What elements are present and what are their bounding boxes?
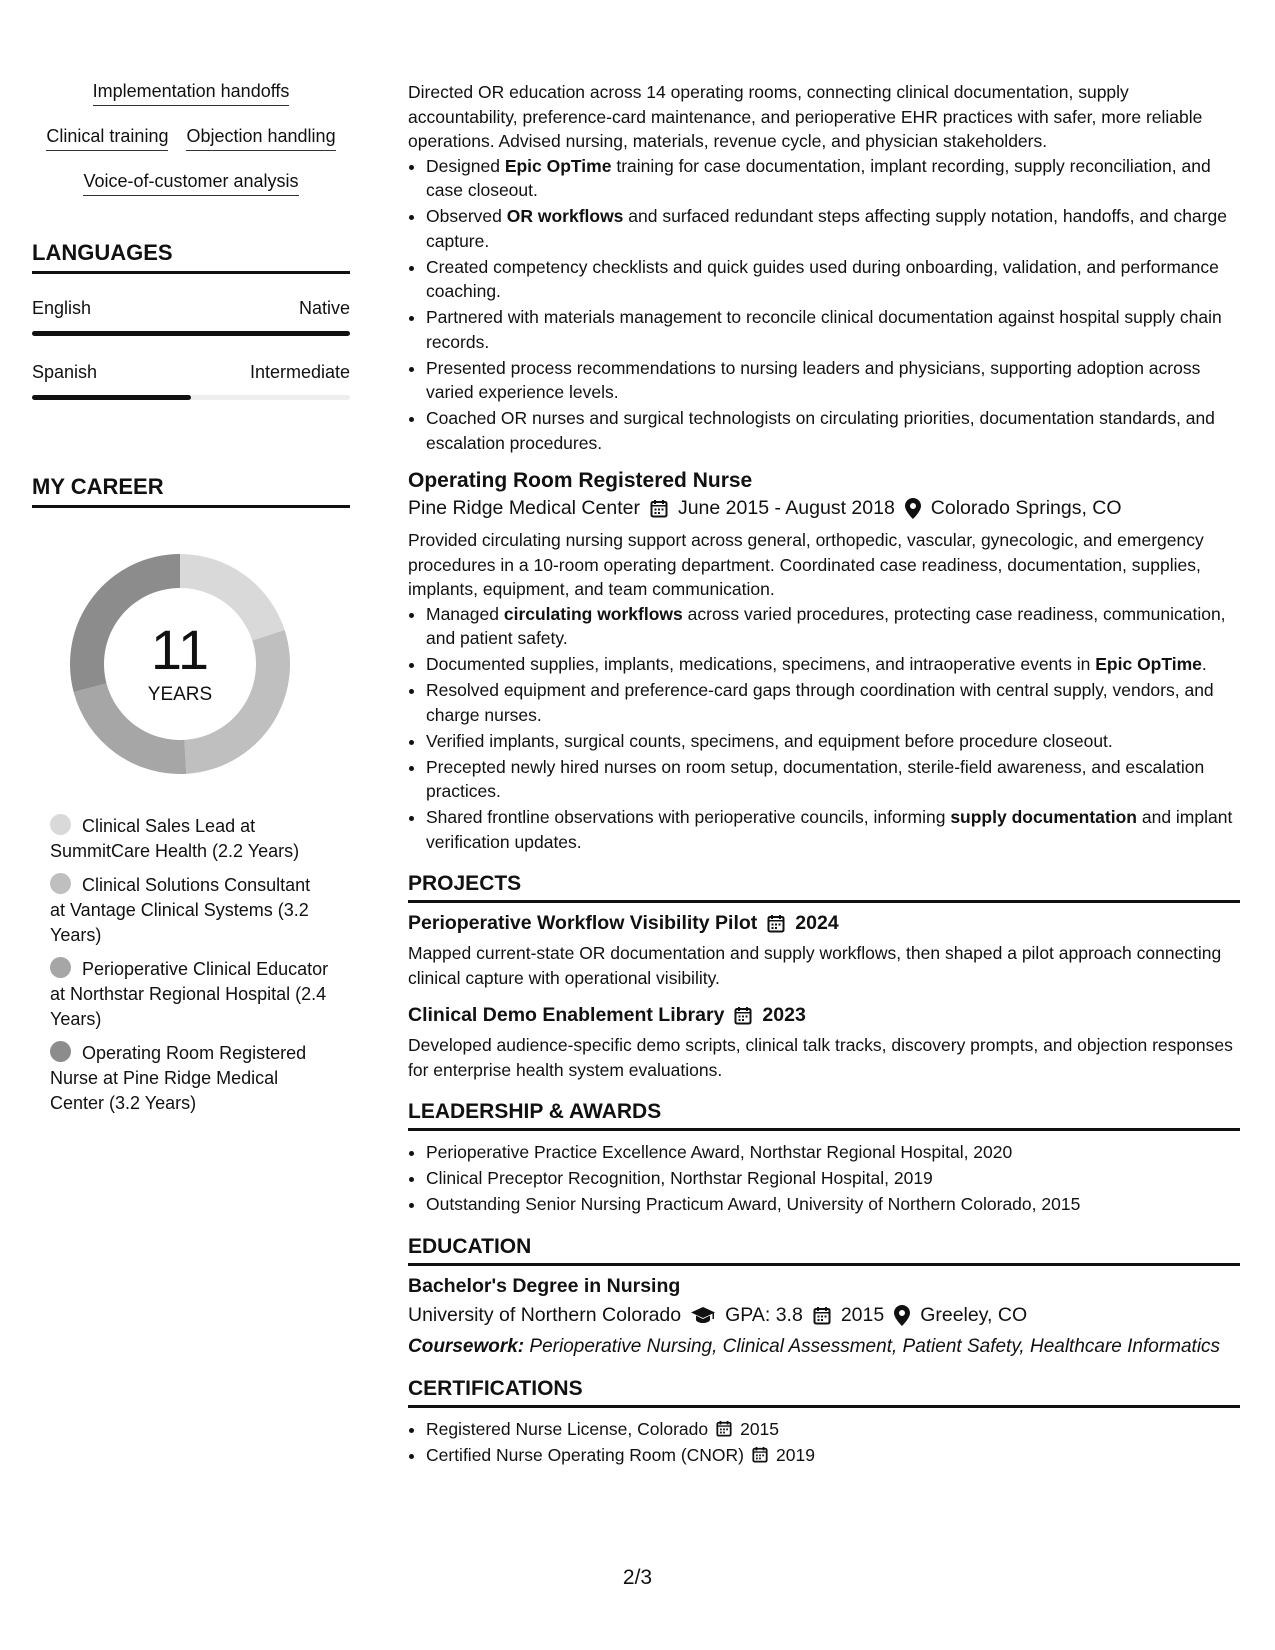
- bullet-text: Coached OR nurses and surgical technologists on circulating priorities, documentation standards, and escalation procedures.: [426, 408, 1215, 453]
- gpa: GPA: 3.8: [725, 1303, 803, 1326]
- bullet-bold: circulating workflows: [503, 603, 683, 624]
- job-title: Operating Room Registered Nurse: [408, 469, 753, 492]
- bullet-text: across varied procedures, protecting case readiness, communication, and patient safety.: [426, 603, 1226, 648]
- calendar-icon: [650, 499, 668, 518]
- graduation-year: 2015: [840, 1303, 885, 1326]
- page-number: 2/3: [622, 1566, 653, 1589]
- legend-dot: [50, 1041, 71, 1062]
- job-bullet: [426, 406, 1240, 455]
- job-bullet: [426, 729, 1240, 754]
- certifications-list: [408, 1417, 1240, 1468]
- calendar-icon: [716, 1420, 732, 1437]
- legend-dot: [50, 957, 71, 978]
- bullet-text: Partnered with materials management to reconcile clinical documentation against hospital supply chain records.: [426, 307, 1222, 352]
- coursework-label: Coursework:: [408, 1335, 525, 1357]
- job-bullet: [426, 255, 1240, 304]
- project-item: [408, 912, 1240, 990]
- project-description: Mapped current-state OR documentation and supply workflows, then shaped a pilot approach connecting clinical capture with operational visibility.: [408, 943, 1222, 988]
- project-year: 2023: [762, 1004, 806, 1026]
- language-level: Intermediate: [249, 362, 350, 382]
- job-bullets: [408, 602, 1240, 855]
- calendar-icon: [767, 914, 785, 933]
- certification-item: [426, 1417, 1240, 1442]
- job-summary: Provided circulating nursing support across general, orthopedic, vascular, gynecologic, and emergency procedures in a 10-room operating department. Coordinated case readiness, documentation, supplies, implants, equipment, and team communication.: [408, 530, 1204, 599]
- bullet-text: and implant verification updates.: [426, 807, 1233, 852]
- language-level: Native: [298, 298, 350, 318]
- job-location: Colorado Springs, CO: [930, 497, 1122, 519]
- graduation-cap-icon: [691, 1306, 715, 1324]
- job-bullet: [426, 602, 1240, 651]
- skill-tag: Objection handling: [186, 125, 335, 151]
- bullet-text: Documented supplies, implants, medications, specimens, and intraoperative events in: [426, 654, 1096, 674]
- project-description: Developed audience-specific demo scripts, clinical talk tracks, discovery prompts, and objection responses for enterprise health system evaluations.: [408, 1035, 1233, 1080]
- main-content: [408, 80, 1240, 1469]
- legend-item: [50, 814, 330, 864]
- award-item: • Perioperative Practice Excellence Award, Northstar Regional Hospital, 2020: [426, 1140, 1240, 1165]
- bullet-text: .: [1201, 654, 1207, 674]
- legend-item: [50, 873, 330, 948]
- award-item: • Clinical Preceptor Recognition, Northstar Regional Hospital, 2019: [426, 1166, 1240, 1191]
- bullet-text: Observed: [426, 206, 507, 226]
- legend-label: Clinical Sales Lead at SummitCare Health (2.2 Years): [50, 816, 300, 861]
- awards-heading: LEADERSHIP & AWARDS: [408, 1100, 1240, 1131]
- career-total-years: 11: [150, 618, 210, 681]
- legend-label: Operating Room Registered Nurse at Pine Ridge Medical Center (3.2 Years): [50, 1043, 307, 1113]
- skill-tag: Clinical training: [46, 125, 168, 151]
- career-heading: MY CAREER: [32, 474, 350, 508]
- coursework-list: Perioperative Nursing, Clinical Assessment, Patient Safety, Healthcare Informatics: [529, 1335, 1221, 1357]
- award-item: • Outstanding Senior Nursing Practicum Award, University of Northern Colorado, 2015: [426, 1192, 1240, 1217]
- job-bullet: [426, 356, 1240, 405]
- language-item: [32, 362, 350, 400]
- location-pin-icon: [894, 1305, 910, 1326]
- projects-heading: PROJECTS: [408, 872, 1240, 903]
- career-section: [32, 474, 350, 1116]
- job-bullet: [426, 305, 1240, 354]
- skill-tag: Voice-of-customer analysis: [83, 170, 298, 196]
- job-dates: June 2015 - August 2018: [677, 497, 895, 519]
- school-location: Greeley, CO: [920, 1303, 1028, 1326]
- career-legend: [50, 814, 330, 1116]
- bullet-text: Designed: [426, 155, 505, 176]
- school-name: University of Northern Colorado: [408, 1303, 682, 1326]
- bullet-bold: supply documentation: [950, 807, 1137, 827]
- language-name: Spanish: [32, 362, 98, 382]
- sidebar: [32, 80, 350, 1125]
- certification-name: • Certified Nurse Operating Room (CNOR): [426, 1444, 745, 1465]
- certification-year: 2015: [740, 1418, 780, 1439]
- legend-label: Clinical Solutions Consultant at Vantage Clinical Systems (3.2 Years): [50, 875, 311, 945]
- bullet-text: Verified implants, surgical counts, specimens, and equipment before procedure closeout.: [426, 730, 1113, 751]
- job-bullets: [408, 154, 1240, 456]
- legend-dot: [50, 873, 71, 894]
- job-bullet: [426, 678, 1240, 727]
- project-year: 2024: [795, 912, 839, 934]
- bullet-text: Resolved equipment and preference-card gaps through coordination with central supply, vendors, and charge nurses.: [426, 680, 1214, 725]
- company-name: Pine Ridge Medical Center: [408, 497, 640, 519]
- language-level-fill: [32, 331, 350, 336]
- job-summary: Directed OR education across 14 operating rooms, connecting clinical documentation, supply accountability, preference-card maintenance, and perioperative EHR practices with safer, more reliable operations. Advised nursing, materials, revenue cycle, and physician stakeholders.: [408, 82, 1203, 151]
- job-bullet: [426, 154, 1240, 203]
- project-name: Perioperative Workflow Visibility Pilot: [408, 912, 758, 934]
- bullet-bold: OR workflows: [506, 206, 624, 226]
- language-level-fill: [32, 395, 191, 400]
- job-bullet: [426, 652, 1240, 677]
- languages-heading: LANGUAGES: [32, 240, 350, 274]
- career-donut-chart: [66, 550, 294, 778]
- skill-tag: Implementation handoffs: [93, 80, 290, 106]
- education-heading: EDUCATION: [408, 1235, 1240, 1266]
- languages-section: [32, 240, 350, 400]
- certification-item: [426, 1443, 1240, 1468]
- project-name: Clinical Demo Enablement Library: [408, 1004, 725, 1026]
- certifications-heading: CERTIFICATIONS: [408, 1377, 1240, 1408]
- bullet-text: training for case documentation, implant recording, supply reconciliation, and case closeout.: [426, 155, 1211, 200]
- language-level-bar: [32, 395, 350, 400]
- bullet-text: Managed: [426, 603, 504, 624]
- bullet-text: Shared frontline observations with perioperative councils, informing: [426, 807, 951, 827]
- bullet-text: Created competency checklists and quick guides used during onboarding, validation, and performance coaching.: [426, 256, 1219, 301]
- legend-dot: [50, 814, 71, 835]
- calendar-icon: [752, 1446, 768, 1463]
- bullet-text: and surfaced redundant steps affecting supply notation, handoffs, and charge capture.: [426, 206, 1227, 251]
- bullet-text: Presented process recommendations to nursing leaders and physicians, supporting adoption across varied experience levels.: [426, 357, 1201, 402]
- language-name: English: [32, 298, 92, 318]
- legend-item: [50, 957, 330, 1032]
- legend-label: Perioperative Clinical Educator at Northstar Regional Hospital (2.4 Years): [50, 959, 329, 1029]
- education-meta: [408, 1304, 1240, 1327]
- location-pin-icon: [905, 498, 921, 519]
- certification-name: • Registered Nurse License, Colorado: [426, 1418, 709, 1439]
- project-item: [408, 1004, 1240, 1082]
- bullet-bold: Epic OpTime: [1095, 654, 1202, 674]
- language-item: [32, 298, 350, 336]
- legend-item: [50, 1041, 330, 1116]
- job-bullet: [426, 204, 1240, 253]
- career-years-unit: YEARS: [147, 684, 213, 705]
- coursework: [408, 1335, 1240, 1359]
- job-bullet: [426, 755, 1240, 804]
- calendar-icon: [813, 1306, 831, 1325]
- job-meta: [408, 497, 1240, 520]
- bullet-text: Precepted newly hired nurses on room setup, documentation, sterile-field awareness, and escalation practices.: [426, 756, 1205, 801]
- job-bullet: [426, 805, 1240, 854]
- bullet-bold: Epic OpTime: [504, 155, 612, 176]
- language-level-bar: [32, 331, 350, 336]
- skills-tags: [32, 80, 350, 196]
- awards-list: [408, 1140, 1240, 1217]
- certification-year: 2019: [776, 1444, 815, 1465]
- calendar-icon: [734, 1006, 752, 1025]
- degree-title: Bachelor's Degree in Nursing: [408, 1274, 681, 1297]
